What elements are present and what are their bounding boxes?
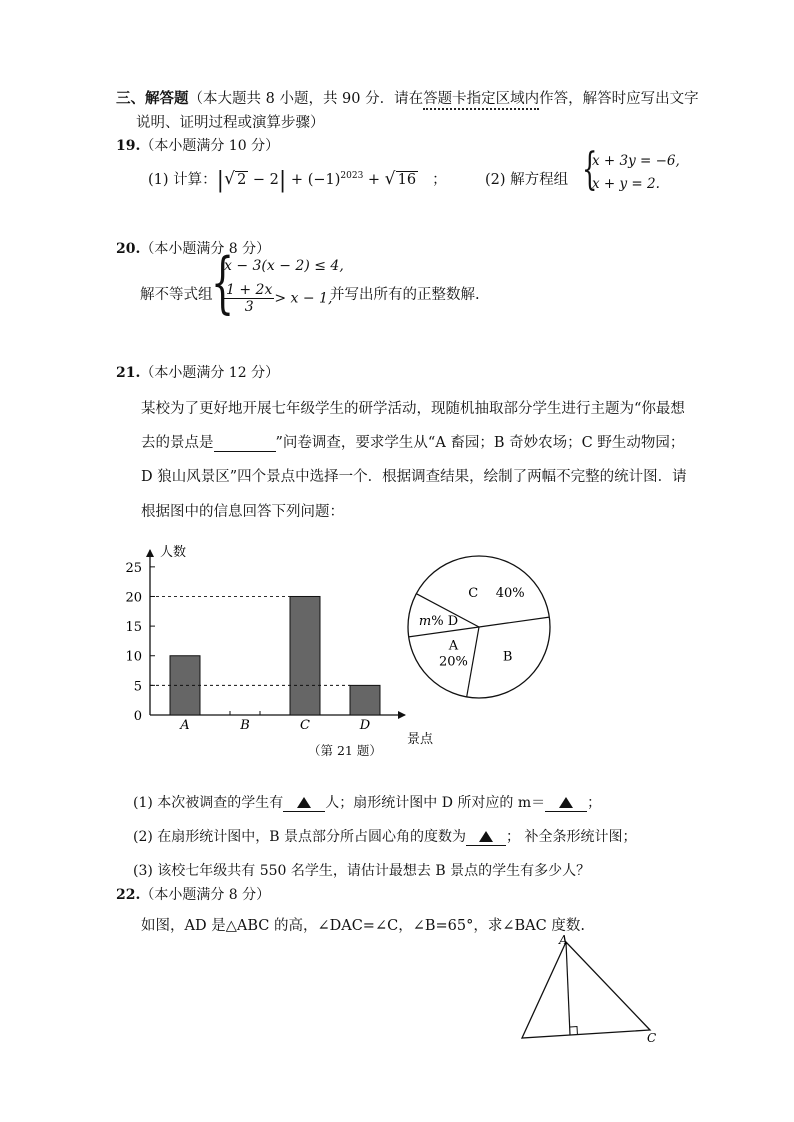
- q21-sub1: [133, 792, 601, 812]
- pie-label-A: A: [448, 638, 459, 654]
- q21-line3: D 狼山风景区”四个景点中选择一个．根据调查结果，绘制了两幅不完整的统计图．请: [141, 469, 687, 485]
- section-intro-b: 作答，解答时应写出文字: [539, 91, 699, 107]
- q19-part1-label: (1) 计算：: [148, 172, 217, 188]
- q20-ineq1: x − 3(x − 2) ≤ 4,: [224, 258, 344, 274]
- x-tick-label: C: [300, 718, 310, 733]
- pie-chart-plot: [408, 556, 550, 698]
- y-axis-label: 人数: [160, 545, 187, 560]
- q19-eq1: x + 3y = −6,: [592, 153, 680, 169]
- q19-sqrt2: √ 2: [224, 169, 247, 189]
- x-axis-label: 景点: [407, 732, 434, 747]
- q20-ineq2-rest: > x − 1,: [274, 290, 333, 307]
- q21-sub2-b: ； 补全条形统计图；: [506, 829, 637, 845]
- q21-sub2-a: (2) 在扇形统计图中，B 景点部分所占圆心角的度数为: [133, 829, 467, 845]
- q21-header: [116, 362, 279, 382]
- pie-label-B: B: [502, 649, 513, 665]
- q21-sub1-answer1: [283, 795, 325, 812]
- q20-score: （本小题满分 8 分）: [140, 241, 271, 257]
- q21-blank: [214, 435, 276, 452]
- pie-value-A: 20%: [439, 654, 468, 670]
- q21-score: （本小题满分 12 分）: [140, 365, 280, 381]
- q19-abs-left: |: [216, 168, 225, 193]
- y-tick-label: 5: [133, 679, 142, 695]
- section-intro-line2: 说明、证明过程或演算步骤）: [136, 115, 325, 131]
- q19-plus2: +: [363, 172, 385, 188]
- q22-text: 如图，AD 是△ABC 的高，∠DAC=∠C，∠B=65°，求∠BAC 度数.: [141, 918, 585, 934]
- q19-sqrt2-radicand: 2: [237, 172, 247, 188]
- y-tick-label: 15: [125, 620, 142, 636]
- x-tick-label: A: [180, 718, 190, 733]
- section-intro-a: （本大题共 8 小题，共 90 分．请在: [188, 91, 424, 107]
- pie-label-D: m% D: [418, 614, 459, 630]
- altitude-ad: [566, 942, 570, 1035]
- q19-abs-right: |: [278, 168, 287, 193]
- q19-part2-label: (2) 解方程组: [485, 172, 569, 188]
- x-tick-label: D: [359, 718, 371, 733]
- q21-line1: 某校为了更好地开展七年级学生的研学活动，现随机抽取部分学生进行主题为“你最想: [141, 401, 685, 417]
- triangle-icon: [297, 797, 311, 808]
- q19-minus2: − 2: [248, 172, 279, 188]
- q21-sub2-answer: [466, 829, 506, 846]
- y-axis-arrow: [146, 549, 154, 557]
- q21-sub1-c: ；: [587, 795, 602, 811]
- q22-header: [116, 884, 270, 904]
- q22-score: （本小题满分 8 分）: [140, 887, 271, 903]
- q19-header: [116, 135, 279, 155]
- pie-label-C: C: [468, 586, 479, 602]
- q20-prefix: 解不等式组: [140, 287, 213, 303]
- triangle-icon: [479, 831, 493, 842]
- q19-sqrt16-radicand: 16: [397, 172, 417, 188]
- q19-part1: [148, 168, 447, 193]
- q20-frac-denominator: 3: [244, 299, 254, 315]
- q19-sqrt16: √ 16: [384, 169, 417, 189]
- label-c: C: [647, 1031, 657, 1045]
- y-tick-label: 0: [133, 709, 142, 724]
- x-axis-arrow: [398, 711, 406, 719]
- q19-eq2: x + y = 2.: [592, 176, 660, 192]
- q21-number: 21.: [116, 365, 141, 381]
- q22-number: 22.: [116, 887, 141, 903]
- triangle-abc: [522, 942, 650, 1038]
- right-angle-mark: [570, 1027, 577, 1035]
- q21-sub3: (3) 该校七年级共有 550 名学生，请估计最想去 B 景点的学生有多少人？: [133, 863, 591, 879]
- y-tick-label: 10: [125, 649, 142, 665]
- bar-D: [350, 685, 380, 715]
- q19-plus-neg1: + (−1): [286, 172, 341, 188]
- section-title: 三、解答题: [116, 90, 189, 107]
- q19-part1-end: ；: [432, 172, 447, 188]
- q19-score: （本小题满分 10 分）: [140, 138, 280, 154]
- q20-fraction: [224, 282, 274, 315]
- bar-C: [290, 596, 320, 715]
- triangle-figure: [510, 930, 670, 1050]
- q20-number: 20.: [116, 241, 141, 257]
- section-intro-dotted: 答题卡指定区域内: [423, 91, 539, 110]
- q20-frac-numerator: 1 + 2x: [226, 282, 273, 298]
- section-heading: [116, 87, 699, 108]
- triangle-icon: [559, 797, 573, 808]
- q20-system-brace: {: [211, 244, 235, 321]
- q21-line2-b: ”问卷调查，要求学生从“A 畜园；B 奇妙农场；C 野生动物园；: [275, 435, 685, 451]
- q21-sub2: [133, 826, 636, 846]
- q20-ineq2: [224, 282, 332, 315]
- label-a: A: [559, 933, 568, 947]
- q19-number: 19.: [116, 138, 141, 154]
- q21-sub1-a: (1) 本次被调查的学生有: [133, 795, 284, 811]
- q21-line2: [141, 431, 684, 452]
- q19-exponent: 2023: [340, 171, 364, 182]
- q21-line4: 根据图中的信息回答下列问题：: [141, 504, 344, 520]
- bar-chart: [120, 530, 434, 750]
- y-tick-label: 20: [125, 590, 142, 606]
- q21-sub1-b: 人；扇形统计图中 D 所对应的 m＝: [325, 795, 546, 811]
- x-tick-label: B: [240, 718, 250, 733]
- bar-chart-plot: [125, 544, 434, 747]
- q21-line2-a: 去的景点是: [141, 435, 214, 451]
- pie-chart: [395, 540, 565, 710]
- q19-system-brace: {: [582, 144, 598, 195]
- q21-sub1-answer2: [545, 795, 587, 812]
- y-tick-label: 25: [125, 560, 142, 576]
- q21-caption: （第 21 题）: [308, 743, 382, 758]
- pie-value-C: 40%: [495, 586, 525, 602]
- q20-suffix: 并写出所有的正整数解.: [330, 287, 480, 303]
